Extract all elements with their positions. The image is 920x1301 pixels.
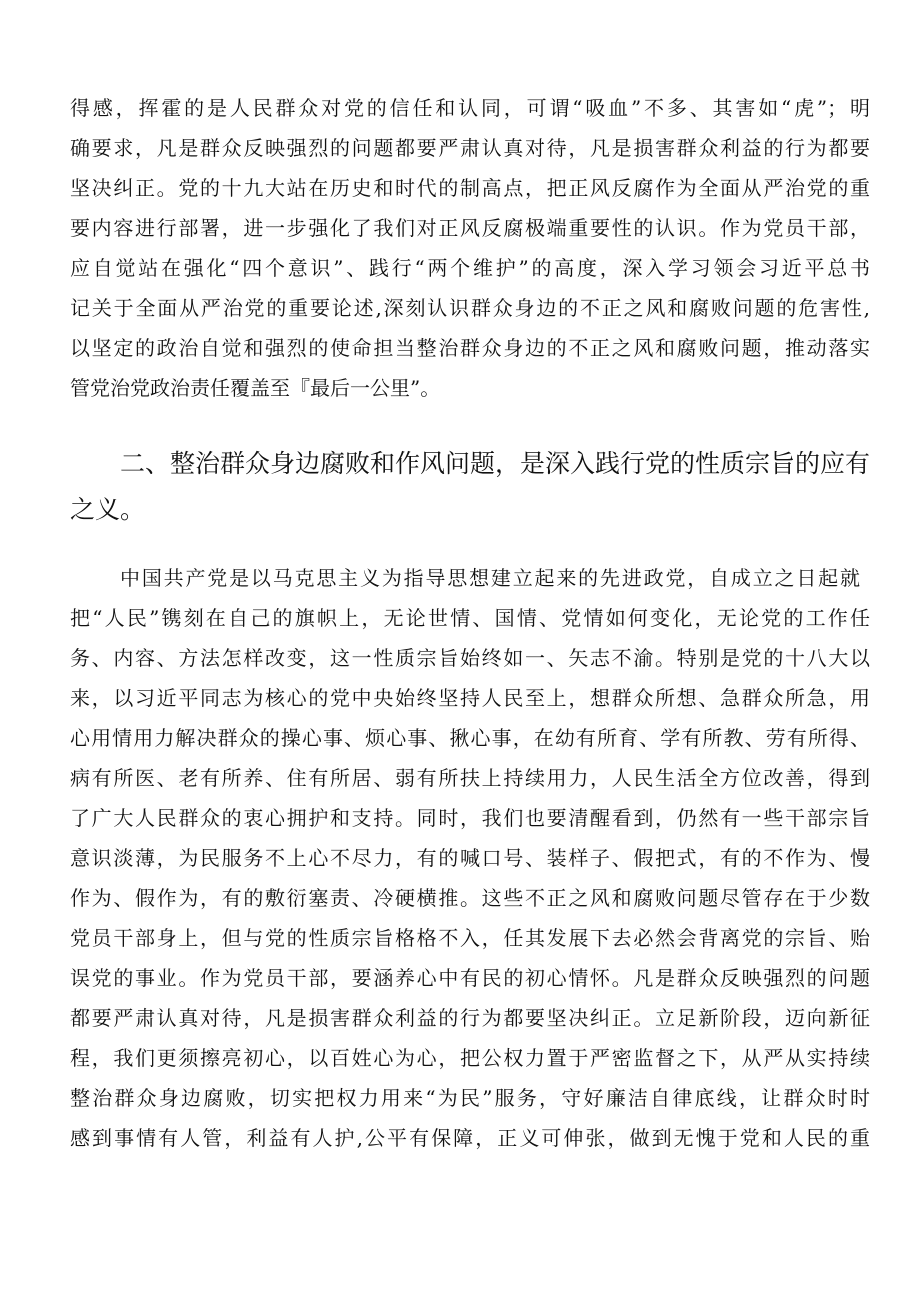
paragraph-line: 误党的事业。作为党员干部，要涵养心中有民的初心情怀。凡是群众反映强烈的问题: [70, 966, 870, 990]
paragraph-line: 党员干部身上，但与党的性质宗旨格格不入，任其发展下去必然会背离党的宗旨、贻: [70, 926, 870, 950]
paragraph-line: 管党治党政治责任覆盖至『最后一公里”。: [70, 376, 441, 400]
paragraph-line: 意识淡薄，为民服务不上心不尽力，有的喊口号、装样子、假把式，有的不作为、慢: [70, 846, 870, 870]
paragraph-line: 了广大人民群众的衷心拥护和支持。同时，我们也要清醒看到，仍然有一些干部宗旨: [70, 806, 870, 830]
paragraph-line: 记关于全面从严治党的重要论述,深刻认识群众身边的不正之风和腐败问题的危害性,: [70, 296, 870, 320]
paragraph-line: 感到事情有人管，利益有人护,公平有保障，正义可伸张，做到无愧于党和人民的重: [70, 1126, 870, 1150]
paragraph-line: 病有所医、老有所养、住有所居、弱有所扶上持续用力，人民生活全方位改善，得到: [70, 766, 870, 790]
paragraph-line: 程，我们更须擦亮初心，以百姓心为心，把公权力置于严密监督之下，从严从实持续: [70, 1046, 870, 1070]
paragraph-line: 要内容进行部署，进一步强化了我们对正风反腐极端重要性的认识。作为党员干部，: [70, 216, 870, 240]
paragraph-line: 务、内容、方法怎样改变，这一性质宗旨始终如一、矢志不渝。特别是党的十八大以: [70, 646, 870, 670]
paragraph-line: 把“人民”镌刻在自己的旗帜上，无论世情、国情、党情如何变化，无论党的工作任: [70, 606, 870, 630]
paragraph-line: 整治群众身边腐败，切实把权力用来“为民”服务，守好廉洁自律底线，让群众时时: [70, 1086, 870, 1110]
paragraph-line: 应自觉站在强化“四个意识”、践行“两个维护”的高度，深入学习领会习近平总书: [70, 256, 870, 280]
heading-line: 二、整治群众身边腐败和作风问题，是深入践行党的性质宗旨的应有: [120, 449, 870, 478]
paragraph-line: 都要严肃认真对待，凡是损害群众利益的行为都要坚决纠正。立足新阶段，迈向新征: [70, 1006, 870, 1030]
paragraph-line: 作为、假作为，有的敷衍塞责、冷硬横推。这些不正之风和腐败问题尽管存在于少数: [70, 886, 870, 910]
paragraph-line: 以坚定的政治自觉和强烈的使命担当整治群众身边的不正之风和腐败问题，推动落实: [70, 336, 870, 360]
heading-line: 之义。: [70, 495, 146, 524]
paragraph-line: 得感，挥霍的是人民群众对党的信任和认同，可谓“吸血”不多、其害如“虎”；明: [70, 96, 870, 120]
paragraph-line: 确要求，凡是群众反映强烈的问题都要严肃认真对待，凡是损害群众利益的行为都要: [70, 136, 870, 160]
paragraph-line: 中国共产党是以马克思主义为指导思想建立起来的先进政党，自成立之日起就: [120, 566, 860, 590]
paragraph-line: 来，以习近平同志为核心的党中央始终坚持人民至上，想群众所想、急群众所急，用: [70, 686, 870, 710]
paragraph-line: 心用情用力解决群众的操心事、烦心事、揪心事，在幼有所育、学有所教、劳有所得、: [70, 726, 870, 750]
paragraph-line: 坚决纠正。党的十九大站在历史和时代的制高点，把正风反腐作为全面从严治党的重: [70, 176, 870, 200]
